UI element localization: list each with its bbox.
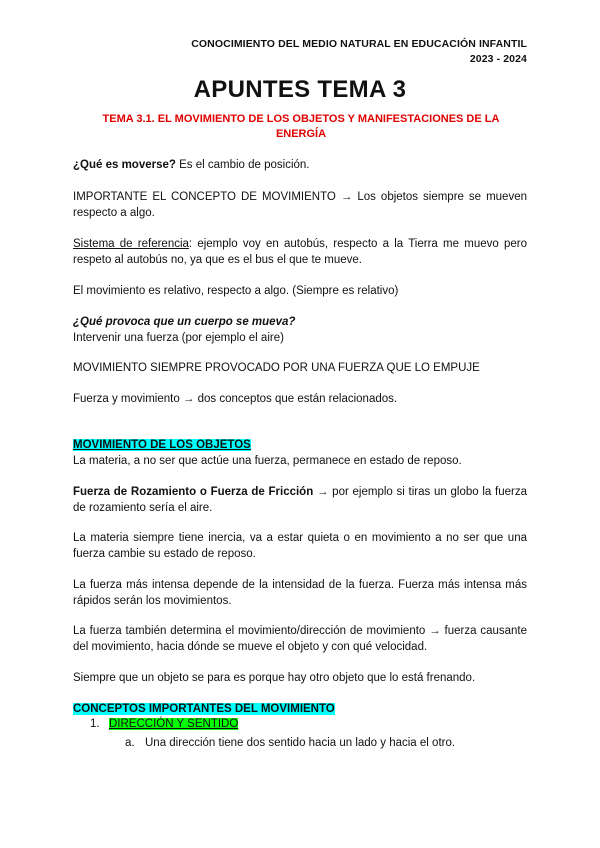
section-text-materia: La materia, a no ser que actúe una fuerza, permanece en estado de reposo.	[73, 455, 462, 467]
section-conceptos	[73, 701, 527, 717]
list-item-label: DIRECCIÓN Y SENTIDO	[109, 718, 239, 730]
page-subtitle: TEMA 3.1. EL MOVIMIENTO DE LOS OBJETOS Y MANIFESTACIONES DE LA ENERGÍA	[102, 113, 500, 140]
paragraph-sistema-referencia	[73, 236, 527, 268]
text-rozamiento: → por ejemplo si tiras un globo la fuerza de rozamiento sería el aire.	[73, 486, 527, 514]
answer-provoca: Intervenir una fuerza (por ejemplo el aire)	[73, 332, 284, 344]
text-moverse: Es el cambio de posición.	[175, 159, 310, 171]
term-sistema-referencia: Sistema de referencia	[73, 238, 189, 250]
section-heading-movimiento: MOVIMIENTO DE LOS OBJETOS	[73, 439, 251, 451]
paragraph-relativo: El movimiento es relativo, respecto a algo. (Siempre es relativo)	[73, 285, 399, 297]
section-movimiento-objetos	[73, 437, 527, 469]
list-number: 1.	[90, 718, 100, 730]
term-rozamiento: Fuerza de Rozamiento o Fuerza de Fricción	[73, 486, 314, 498]
paragraph-movimiento-fuerza: MOVIMIENTO SIEMPRE PROVOCADO POR UNA FUERZA QUE LO EMPUJE	[73, 362, 480, 374]
list-letter: a.	[125, 737, 135, 749]
paragraph-rozamiento	[73, 484, 527, 516]
paragraph-intensidad: La fuerza más intensa depende de la intensidad de la fuerza. Fuerza más intensa más rápidos serán los movimientos.	[73, 579, 527, 607]
paragraph-fuerza-movimiento: Fuerza y movimiento → dos conceptos que están relacionados.	[73, 393, 398, 405]
paragraph-inercia: La materia siempre tiene inercia, va a estar quieta o en movimiento a no ser que una fuerza cambie su estado de reposo.	[73, 532, 527, 560]
paragraph-frenando: Siempre que un objeto se para es porque hay otro objeto que lo está frenando.	[73, 672, 476, 684]
section-heading-conceptos: CONCEPTOS IMPORTANTES DEL MOVIMIENTO	[73, 703, 335, 715]
paragraph-importante: IMPORTANTE EL CONCEPTO DE MOVIMIENTO → Los objetos siempre se mueven respecto a algo.	[73, 191, 527, 219]
paragraph-provoca	[73, 314, 527, 346]
text-sistema-referencia: : ejemplo voy en autobús, respecto a la Tierra me muevo pero respeto al autobús no, ya que es el bus el que te mueve.	[73, 238, 527, 266]
list-subitem	[125, 735, 455, 751]
question-provoca: ¿Qué provoca que un cuerpo se mueva?	[73, 316, 296, 328]
list-item	[90, 716, 238, 732]
page-title: APUNTES TEMA 3	[193, 76, 407, 103]
paragraph-moverse	[73, 157, 527, 173]
year-header: 2023 - 2024	[469, 53, 527, 65]
paragraph-direccion: La fuerza también determina el movimiento/dirección de movimiento → fuerza causante del movimiento, hacia dónde se mueve el objeto y con qué velocidad.	[73, 625, 527, 653]
list-subitem-label: Una dirección tiene dos sentido hacia un lado y hacia el otro.	[145, 737, 456, 749]
term-moverse: ¿Qué es moverse?	[73, 159, 176, 171]
course-header: CONOCIMIENTO DEL MEDIO NATURAL EN EDUCACIÓN INFANTIL	[191, 38, 527, 50]
